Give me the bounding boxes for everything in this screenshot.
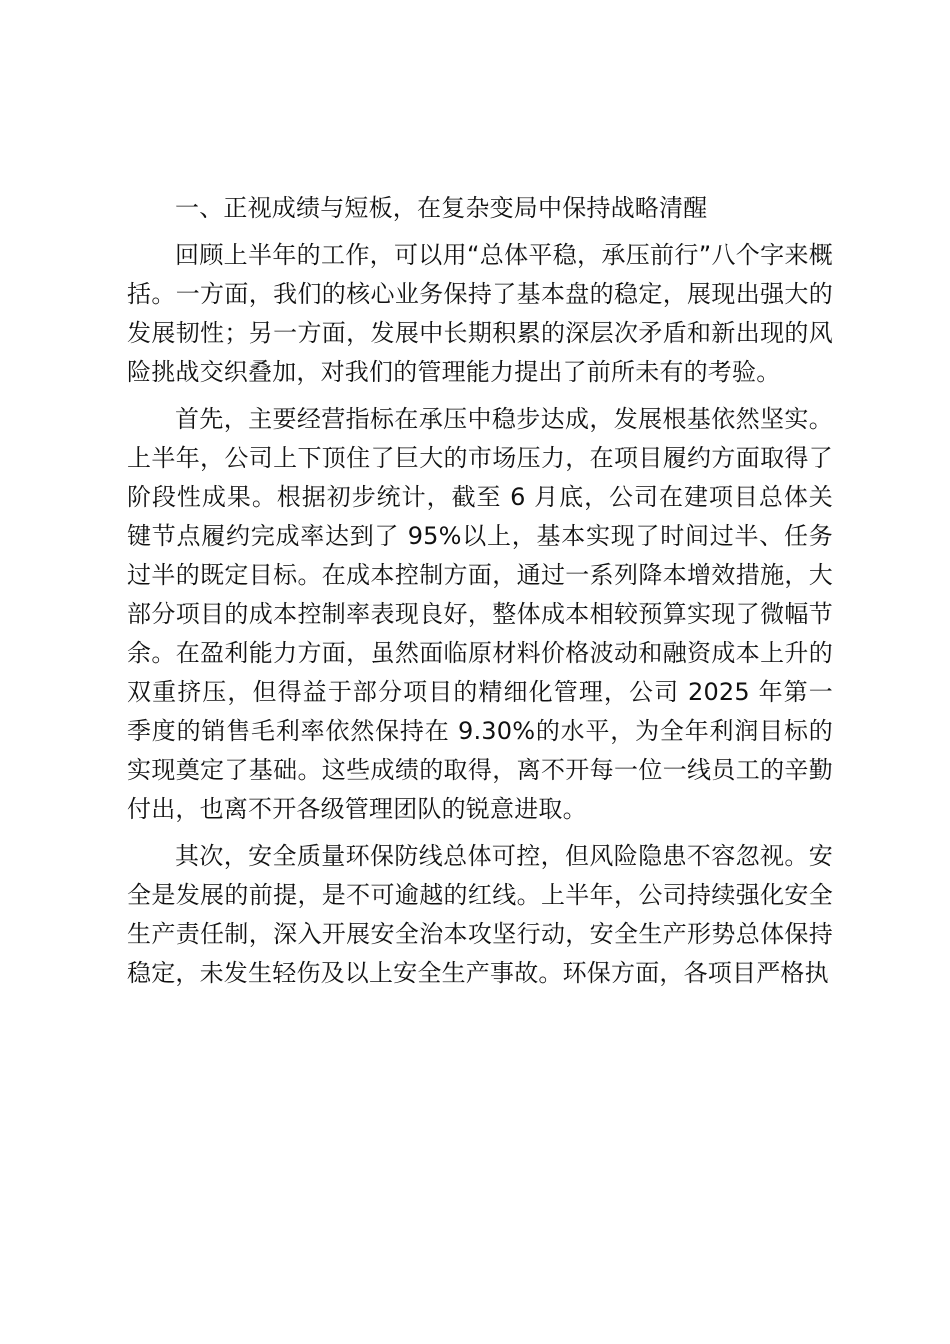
paragraph-review: 回顾上半年的工作，可以用“总体平稳，承压前行”八个字来概括。一方面，我们的核心业务保持了基本盘的稳定，展现出强大的发展韧性；另一方面，发展中长期积累的深层次矛盾和新出现的风险挑战交织叠加，对我们的管理能力提出了前所未有的考验。 [127, 241, 833, 386]
section-heading: 一、正视成绩与短板，在复杂变局中保持战略清醒 [175, 194, 708, 222]
paragraph-operations: 首先，主要经营指标在承压中稳步达成，发展根基依然坚实。上半年，公司上下顶住了巨大的市场压力，在项目履约方面取得了阶段性成果。根据初步统计，截至 6 月底，公司在建项目总体关键节点履约完成率达到了 95%以上，基本实现了时间过半、任务过半的既定目标。在成本控制方面，通过一系列降本增效措施，大部分项目的成本控制率表现良好，整体成本相较预算实现了微幅节余。在盈利能力方面，虽然面临原材料价格波动和融资成本上升的双重挤压，但得益于部分项目的精细化管理，公司 2025 年第一季度的销售毛利率依然保持在 9.30%的水平，为全年利润目标的实现奠定了基础。这些成绩的取得，离不开每一位一线员工的辛勤付出，也离不开各级管理团队的锐意进取。 [127, 405, 833, 823]
document-body [127, 188, 833, 1001]
paragraph-safety: 其次，安全质量环保防线总体可控，但风险隐患不容忽视。安全是发展的前提，是不可逾越的红线。上半年，公司持续强化安全生产责任制，深入开展安全治本攻坚行动，安全生产形势总体保持稳定，未发生轻伤及以上安全生产事故。环保方面，各项目严格执 [127, 842, 833, 987]
